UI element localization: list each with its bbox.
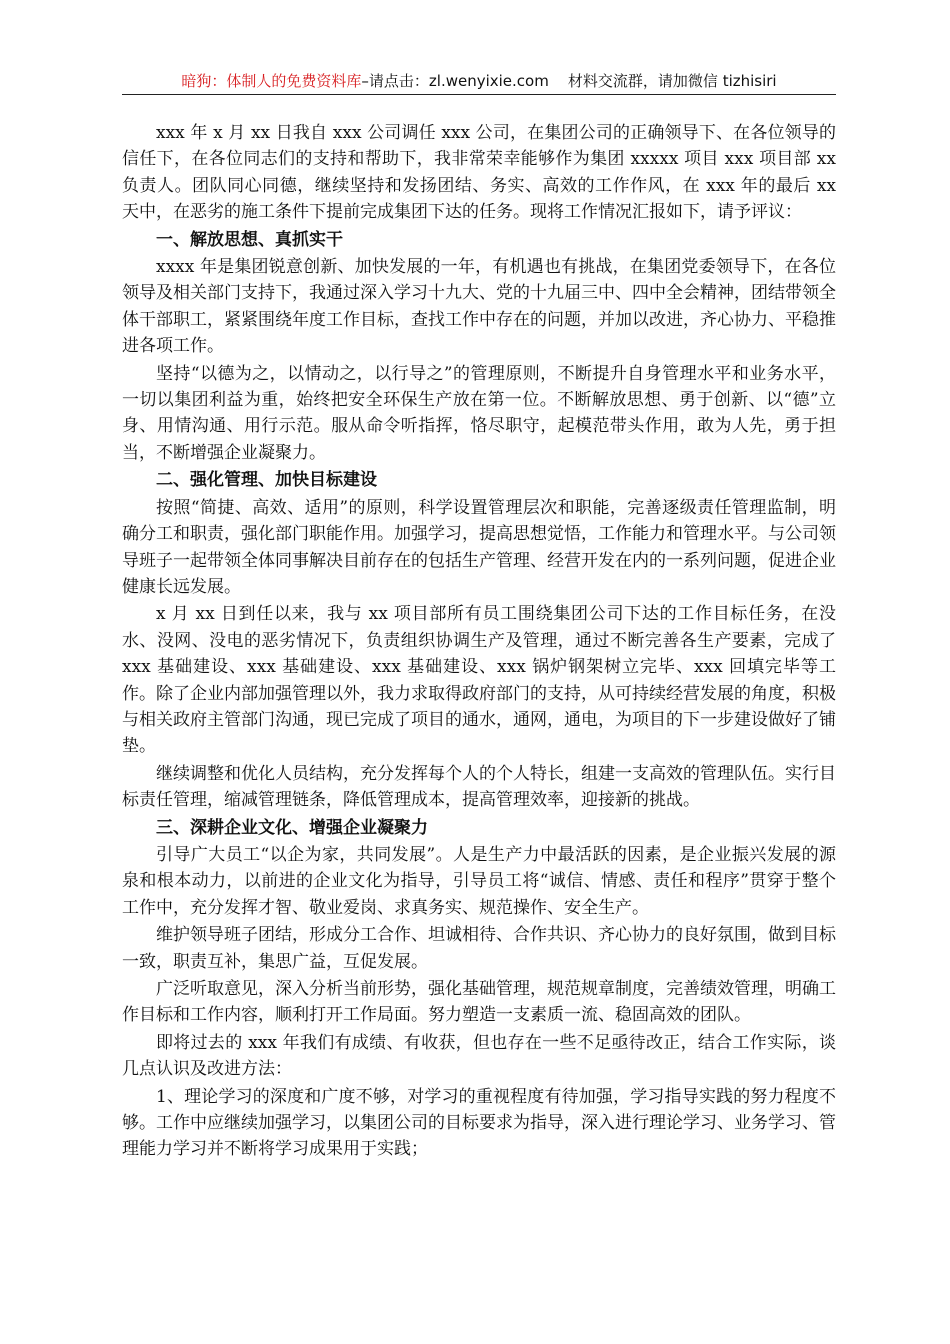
section-1-paragraph-2: 坚持“以德为之，以情动之，以行导之”的管理原则，不断提升自身管理水平和业务水平，一切以集团利益为重，始终把安全环保生产放在第一位。不断解放思想、勇于创新、以“德”立身、用情沟通、用行示范。服从命令听指挥，恪尽职守，起模范带头作用，敢为人先，勇于担当，不断增强企业凝聚力。 xyxy=(122,363,836,463)
header-url-link[interactable]: zl.wenyixie.com xyxy=(428,72,549,90)
section-3-paragraph-2: 维护领导班子团结，形成分工合作、坦诚相待、合作共识、齐心协力的良好氛围，做到目标一致，职责互补，集思广益，互促发展。 xyxy=(122,925,836,972)
section-1-heading: 一、解放思想、真抓实干 xyxy=(156,229,343,250)
header-wechat-note: 材料交流群，请加微信 tizhisiri xyxy=(567,72,777,90)
section-2-paragraph-2: x 月 xx 日到任以来，我与 xx 项目部所有员工围绕集团公司下达的工作目标任务，在没水、没网、没电的恶劣情况下，负责组织协调生产及管理，通过不断完善各生产要素，完成了 xxx 基础建设、xxx 基础建设、xxx 基础建设、xxx 锅炉钢架树立完毕、xxx 回填完毕等工作。除了企业内部加强管理以外，我力求取得政府部门的支持，从可持续经营发展的角度，积极与相关政府主管部门沟通，现已完成了项目的通水，通网，通电，为项目的下一步建设做好了铺垫。 xyxy=(122,604,836,757)
page-header xyxy=(122,70,836,92)
section-2-paragraph-3: 继续调整和优化人员结构，充分发挥每个人的个人特长，组建一支高效的管理队伍。实行目标责任管理，缩减管理链条，降低管理成本，提高管理效率，迎接新的挑战。 xyxy=(122,763,836,811)
section-3-heading: 三、深耕企业文化、增强企业凝聚力 xyxy=(156,817,428,838)
header-click-prompt: –请点击： xyxy=(361,72,429,90)
section-1-paragraph-1: xxxx 年是集团锐意创新、加快发展的一年，有机遇也有挑战，在集团党委领导下，在各位领导及相关部门支持下，我通过深入学习十九大、党的十九届三中、四中全会精神，团结带领全体干部职工，紧紧围绕年度工作目标，查找工作中存在的问题，并加以改进，齐心协力、平稳推进各项工作。 xyxy=(122,257,836,357)
header-site-name: 暗狗：体制人的免费资料库 xyxy=(181,72,362,90)
improvement-item-1: 1、理论学习的深度和广度不够，对学习的重视程度有待加强，学习指导实践的努力程度不够。工作中应继续加强学习，以集团公司的目标要求为指导，深入进行理论学习、业务学习、管理能力学习并不断将学习成果用于实践； xyxy=(122,1086,836,1160)
document-body xyxy=(122,120,836,1164)
section-3-paragraph-1: 引导广大员工“以企为家，共同发展”。人是生产力中最活跃的因素，是企业振兴发展的源泉和根本动力，以前进的企业文化为指导，引导员工将“诚信、情感、责任和程序”贯穿于整个工作中，充分发挥才智、敬业爱岗、求真务实、规范操作、安全生产。 xyxy=(122,844,836,918)
summary-paragraph: 即将过去的 xxx 年我们有成绩、有收获，但也存在一些不足亟待改正，结合工作实际，谈几点认识及改进方法： xyxy=(122,1032,836,1080)
intro-paragraph: xxx 年 x 月 xx 日我自 xxx 公司调任 xxx 公司，在集团公司的正确领导下、在各位领导的信任下，在各位同志们的支持和帮助下，我非常荣幸能够作为集团 xxxxx 项目 xxx 项目部 xx 负责人。团队同心同德，继续坚持和发扬团结、务实、高效的工作作风，在 xxx 年的最后 xx 天中，在恶劣的施工条件下提前完成集团下达的任务。现将工作情况汇报如下，请予评议： xyxy=(122,123,836,223)
section-2-paragraph-1: 按照“简捷、高效、适用”的原则，科学设置管理层次和职能，完善逐级责任管理监制，明确分工和职责，强化部门职能作用。加强学习，提高思想觉悟，工作能力和管理水平。与公司领导班子一起带领全体同事解决目前存在的包括生产管理、经营开发在内的一系列问题，促进企业健康长远发展。 xyxy=(122,497,836,597)
section-3-paragraph-3: 广泛听取意见，深入分析当前形势，强化基础管理，规范规章制度，完善绩效管理，明确工作目标和工作内容，顺利打开工作局面。努力塑造一支素质一流、稳固高效的团队。 xyxy=(122,979,836,1026)
header-divider xyxy=(122,94,836,95)
section-2-heading: 二、强化管理、加快目标建设 xyxy=(156,470,377,491)
